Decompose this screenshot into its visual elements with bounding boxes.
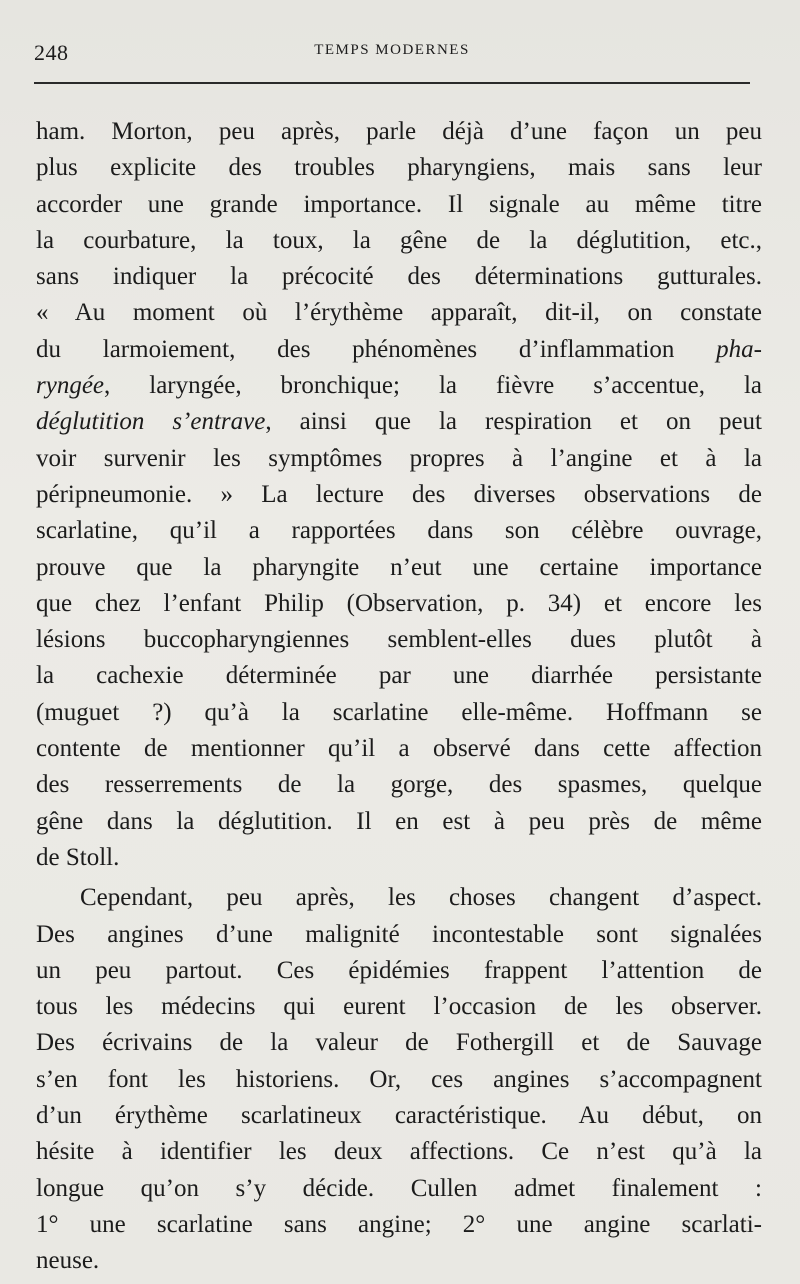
paragraph-2 [36,880,762,1279]
text-line: gêne dans la déglutition. Il en est à peu près de même [36,807,762,835]
text-line: voir survenir les symptômes propres à l’angine et à la [36,444,762,472]
text-line: des resserrements de la gorge, des spasmes, quelque [36,771,762,799]
text-line: la courbature, la toux, la gêne de la déglutition, etc., [36,226,762,254]
text-line: de Stoll. [36,843,120,871]
text-line [36,404,762,440]
text-line: accorder une grande importance. Il signale au même titre [36,190,762,218]
italic-run: ryngée [36,372,105,400]
text-line: 1° une scarlatine sans angine; 2° une angine scarlati- [36,1210,762,1238]
text-line: péripneumonie. » La lecture des diverses observations de [36,480,762,508]
text-line: plus explicite des troubles pharyngiens, mais sans leur [36,154,762,182]
text-line: la cachexie déterminée par une diarrhée persistante [36,662,762,690]
text-line: hésite à identifier les deux affections. Ce n’est qu’à la [36,1138,762,1166]
text-line: ham. Morton, peu après, parle déjà d’une façon un peu [36,118,762,145]
text-line: un peu partout. Ces épidémies frappent l’attention de [36,956,762,984]
text-line: d’un érythème scarlatineux caractéristique. Au début, on [36,1102,762,1130]
text-line: tous les médecins qui eurent l’occasion de les observer. [36,993,762,1021]
body-text [36,114,762,1280]
text-line: s’en font les historiens. Or, ces angines s’accompagnent [36,1065,762,1093]
text-run: , ainsi que la respiration et on peut [265,408,762,436]
running-title: TEMPS MODERNES [314,42,470,58]
italic-run: pha- [716,335,762,363]
text-line: Des angines d’une malignité incontestable sont signalées [36,920,762,948]
text-line: scarlatine, qu’il a rapportées dans son célèbre ouvrage, [36,517,762,545]
text-line: (muguet ?) qu’à la scarlatine elle-même. Hoffmann se [36,698,762,726]
text-line [36,368,762,404]
text-line [36,332,762,368]
text-run: du larmoiement, des phénomènes d’inflammation [36,335,717,363]
text-run: , laryngée, bronchique; la fièvre s’accentue, la [104,372,762,400]
text-line: que chez l’enfant Philip (Observation, p. 34) et encore les [36,589,762,617]
italic-run: déglutition s’entrave [36,408,266,436]
text-line: neuse. [36,1247,100,1275]
text-line: lésions buccopharyngiennes semblent-elles dues plutôt à [36,626,762,654]
text-line: prouve que la pharyngite n’eut une certaine importance [36,553,762,581]
text-line: Des écrivains de la valeur de Fothergill et de Sauvage [36,1029,762,1057]
running-head [34,36,750,68]
text-line: contente de mentionner qu’il a observé dans cette affection [36,735,762,763]
page-number: 248 [34,40,69,65]
text-line: Cependant, peu après, les choses changent d’aspect. [80,884,762,912]
text-line: sans indiquer la précocité des déterminations gutturales. [36,263,762,291]
text-line: longue qu’on s’y décide. Cullen admet finalement : [36,1174,762,1202]
text-line: « Au moment où l’érythème apparaît, dit-il, on constate [36,299,762,327]
paragraph-1 [36,114,762,876]
header-rule [34,82,750,84]
